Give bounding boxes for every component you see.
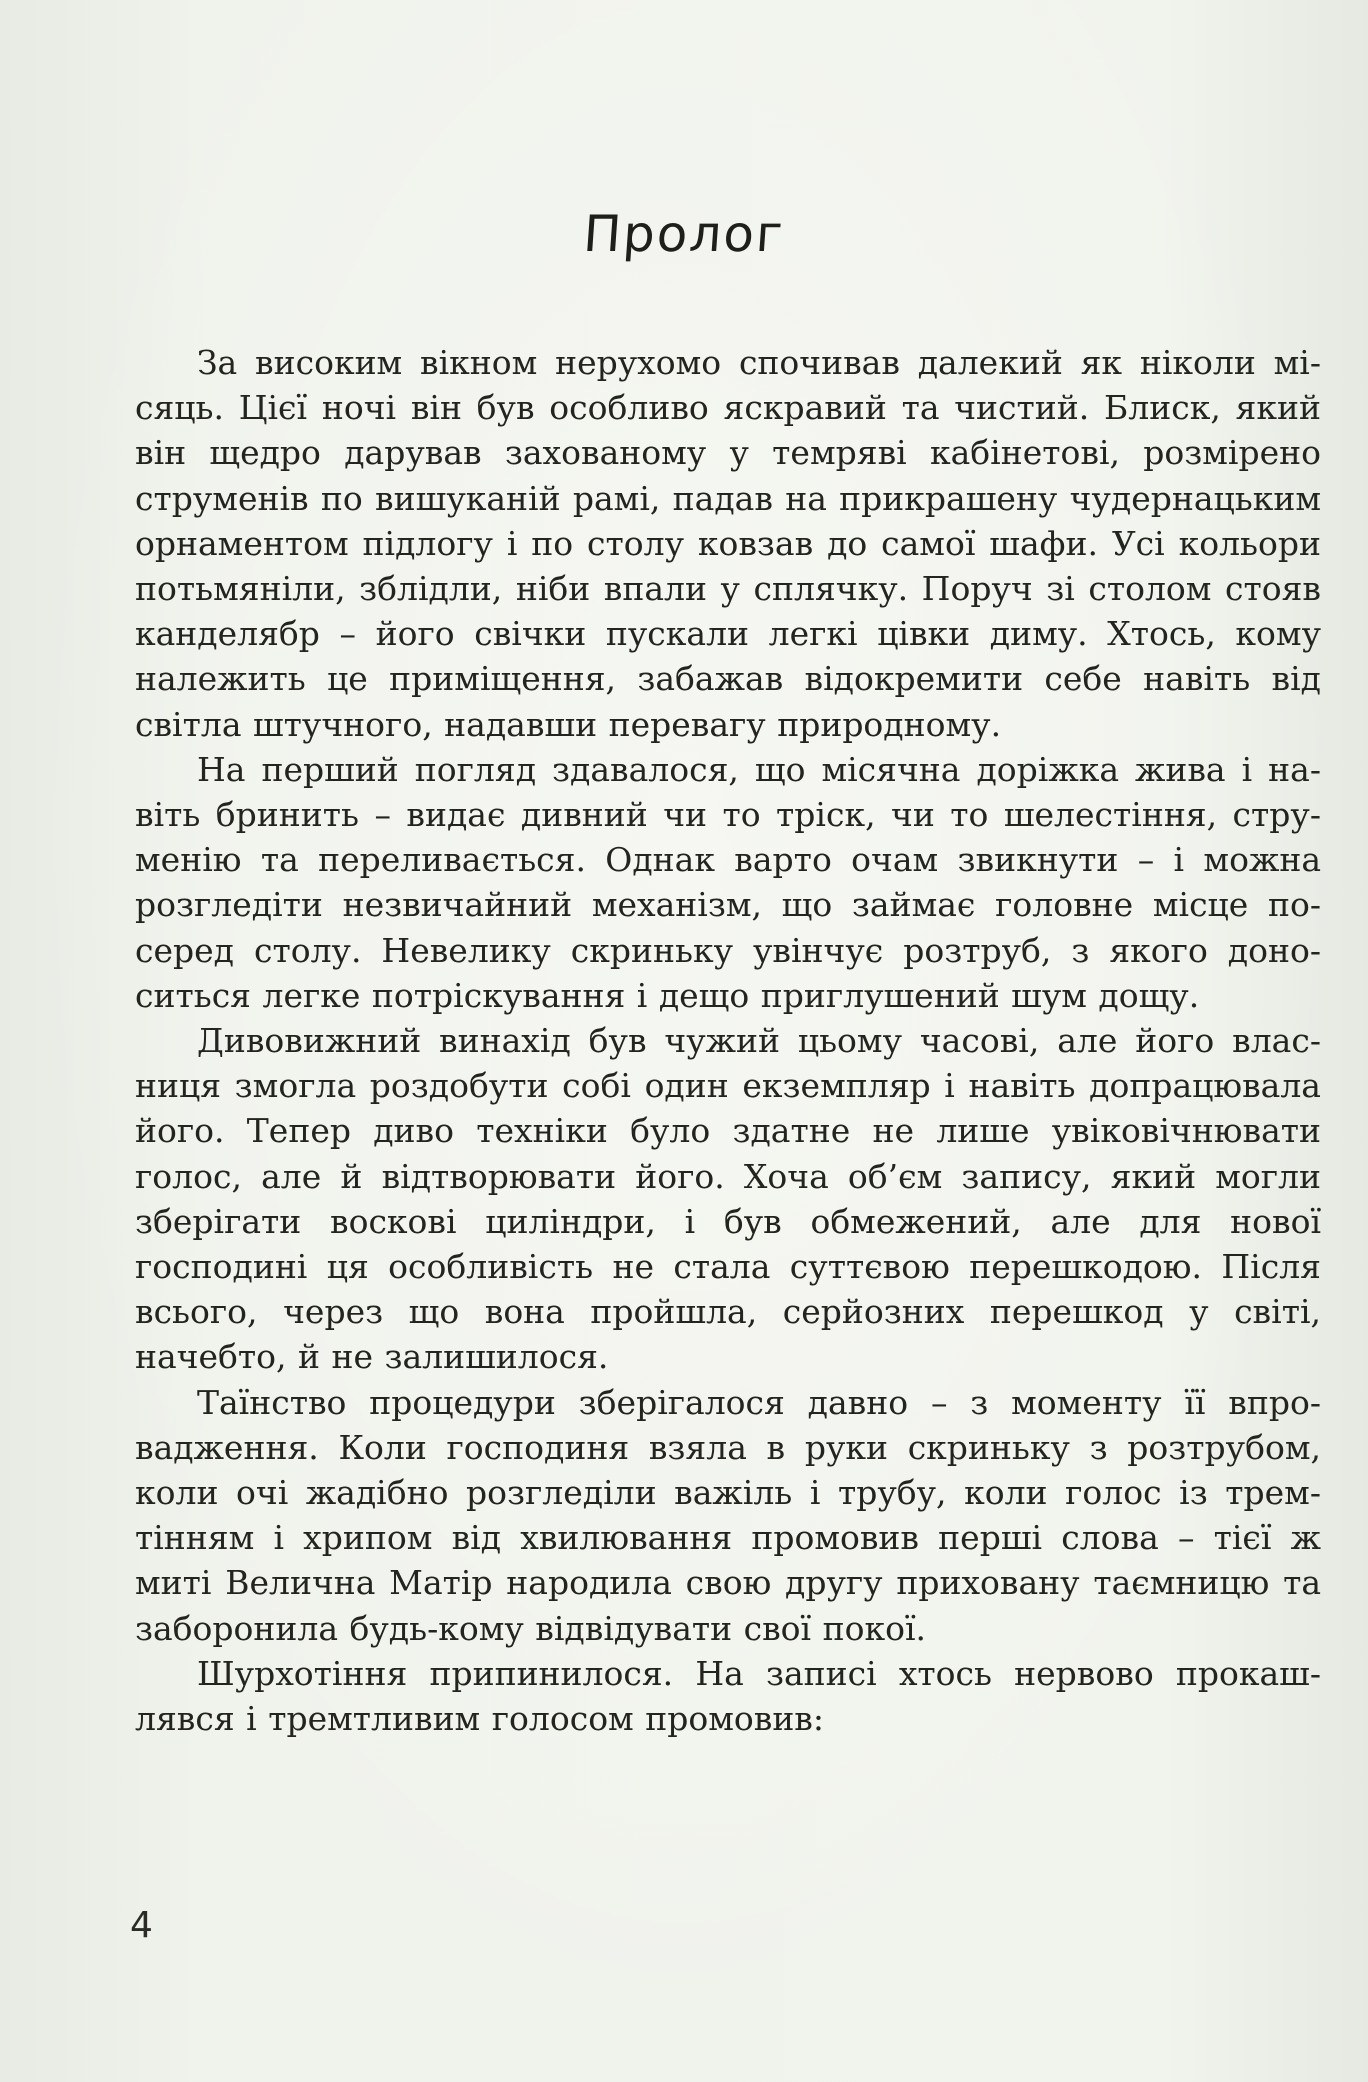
page-number: 4	[130, 1905, 153, 1946]
paragraph: Шурхотіння припинилося. На записі хтось нервово прокашлявся і тремтливим голосом промовив:	[135, 1653, 1321, 1739]
paragraph: Дивовижний винахід був чужий цьому часові, але його власниця змогла роздобути собі один екземпляр і навіть допрацювала його. Тепер диво техніки було здатне не лише увіковічнювати голос, але й відтворювати його. Хоча об’єм запису, який могли зберігати воскові циліндри, і був обмежений, але для нової господині ця особливість не стала суттєвою перешкодою. Після всього, через що вона пройшла, серйозних перешкод у світі, начебто, й не залишилося.	[135, 1021, 1321, 1377]
chapter-title: Пролог	[581, 205, 787, 263]
paragraph: Таїнство процедури зберігалося давно – з моменту її впровадження. Коли господиня взяла в руки скриньку з розтрубом, коли очі жадібно розгледіли важіль і трубу, коли голос із тремтінням і хрипом від хвилювання промовив перші слова – тієї ж миті Велична Матір народила свою другу приховану таємницю та заборонила будь-кому відвідувати свої покої.	[135, 1382, 1321, 1648]
paragraph: За високим вікном нерухомо спочивав далекий як ніколи місяць. Цієї ночі він був особливо яскравий та чистий. Блиск, який він щедро дарував захованому у темряві кабінетові, розмірено струменів по вишуканій рамі, падав на прикрашену чудернацьким орнаментом підлогу і по столу ковзав до самої шафи. Усі кольори потьмяніли, зблідли, ніби впали у сплячку. Поруч зі столом стояв канделябр – його свічки пускали легкі цівки диму. Хтось, кому належить це приміщення, забажав відокремити себе навіть від світла штучного, надавши перевагу природному.	[135, 343, 1321, 744]
body-text	[135, 340, 1321, 1741]
paragraph: На перший погляд здавалося, що місячна доріжка жива і навіть бринить – видає дивний чи то тріск, чи то шелестіння, струменію та переливається. Однак варто очам звикнути – і можна розгледіти незвичайний механізм, що займає головне місце посеред столу. Невелику скриньку увінчує розтруб, з якого доноситься легке потріскування і дещо приглушений шум дощу.	[135, 749, 1321, 1015]
